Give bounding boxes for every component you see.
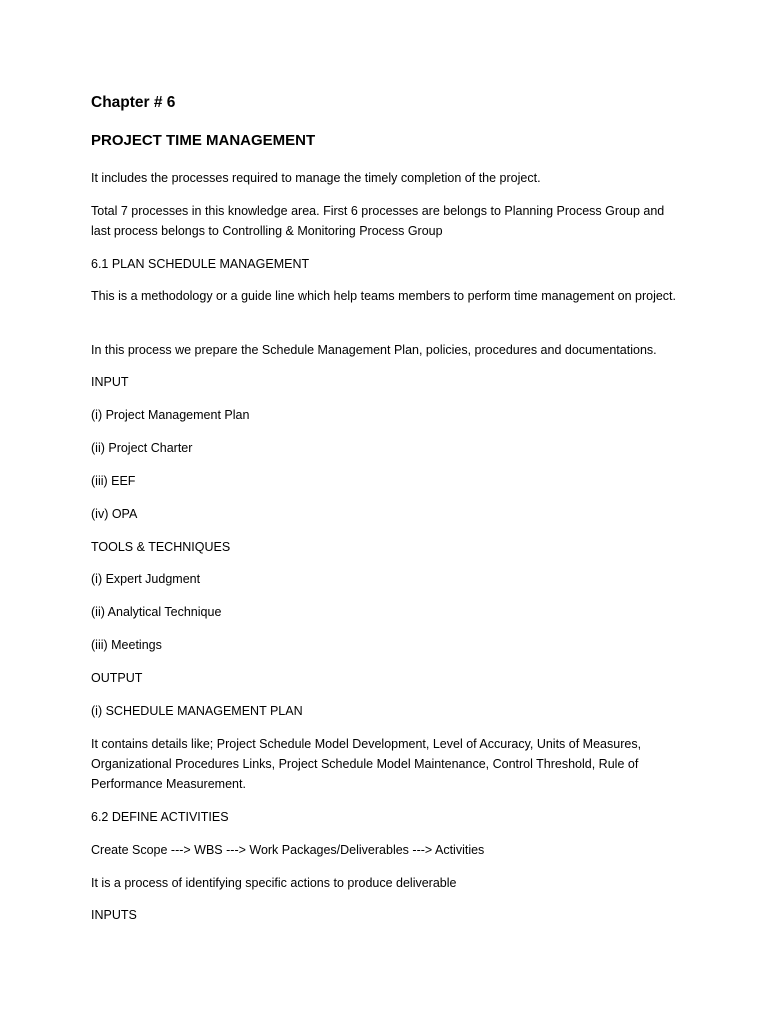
output-item: (i) SCHEDULE MANAGEMENT PLAN (91, 704, 303, 718)
input-item: (iii) EEF (91, 474, 136, 488)
chapter-label: Chapter # 6 (91, 94, 176, 111)
input-item: (ii) Project Charter (91, 441, 193, 455)
overview-paragraph: Total 7 processes in this knowledge area. First 6 processes are belongs to Planning Process Group and last process belongs to Controlling & Monitoring Process Group (91, 204, 665, 238)
input-heading: INPUT (91, 375, 129, 389)
section-6-1-description: This is a methodology or a guide line which help teams members to perform time management on project. (91, 289, 677, 303)
section-6-2-heading: 6.2 DEFINE ACTIVITIES (91, 810, 229, 824)
section-6-1-heading: 6.1 PLAN SCHEDULE MANAGEMENT (91, 257, 310, 271)
tools-item: (i) Expert Judgment (91, 572, 201, 586)
intro-paragraph: It includes the processes required to manage the timely completion of the project. (91, 171, 541, 185)
tools-item: (iii) Meetings (91, 638, 162, 652)
page-title: PROJECT TIME MANAGEMENT (91, 132, 316, 149)
output-heading: OUTPUT (91, 671, 143, 685)
section-6-2-flow: Create Scope ---> WBS ---> Work Packages/Deliverables ---> Activities (91, 843, 485, 857)
input-item: (i) Project Management Plan (91, 408, 250, 422)
section-6-2-description: It is a process of identifying specific actions to produce deliverable (91, 876, 457, 890)
section-6-1-process-note: In this process we prepare the Schedule Management Plan, policies, procedures and documentations. (91, 343, 657, 357)
input-item: (iv) OPA (91, 507, 138, 521)
tools-heading: TOOLS & TECHNIQUES (91, 540, 231, 554)
output-details-paragraph: It contains details like; Project Schedule Model Development, Level of Accuracy, Units of Measures, Organizational Procedures Links, Project Schedule Model Maintenance, Control Threshold, Rule of Performance Measurement. (91, 737, 642, 791)
inputs-heading: INPUTS (91, 908, 137, 922)
tools-item: (ii) Analytical Technique (91, 605, 222, 619)
